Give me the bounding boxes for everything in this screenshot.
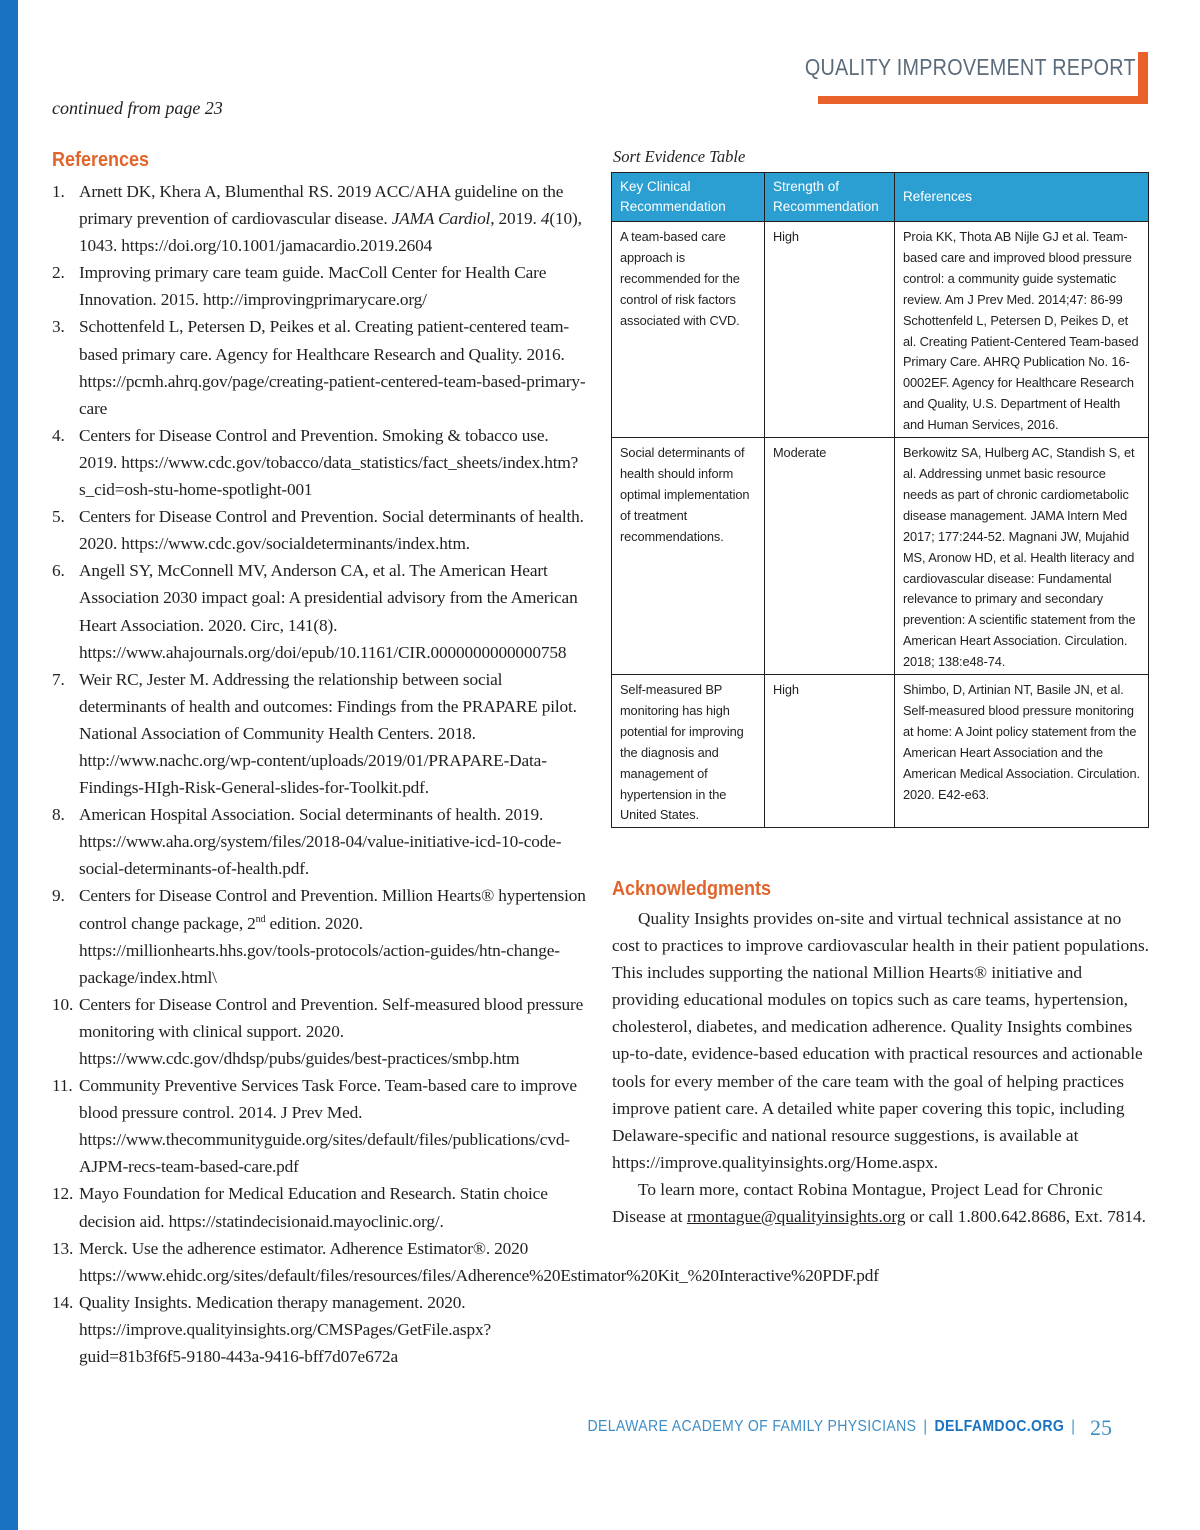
footer-divider: | [923,1418,928,1435]
footer-divider: | [1070,1418,1075,1435]
reference-item: 13. Merck. Use the adherence estimator. Adherence Estimator®. 2020 https://www.ehidc.org/sites/default/files/resources/files/Adherence%20Estimator%20Kit_%20Interactive%20PDF.pdf [52,1235,588,1289]
reference-link[interactable]: Weir RC, Jester M. Addressing the relationship between social determinants of health and outcomes: Findings from the PRAPARE pilot. National Association of Community Health Centers. 2018. http://www.nachc.org/wp-content/uploads/2019/01/PRAPARE-Data-Findings-HIgh-Risk-General-slides-for-Toolkit.pdf. [79,669,577,798]
reference-item: 3. Schottenfeld L, Petersen D, Peikes et al. Creating patient-centered team-based primary care. Agency for Healthcare Research and Quality. 2016. https://pcmh.ahrq.gov/page/creating-patient-centered-team-based-primary-care [52,313,588,421]
reference-item: 6. Angell SY, McConnell MV, Anderson CA, et al. The American Heart Association 2030 impact goal: A presidential advisory from the American Heart Association. 2020. Circ, 141(8). https://www.ahajournals.org/doi/epub/10.1161/CIR.0000000000000758 [52,557,588,665]
reference-item: 5. Centers for Disease Control and Prevention. Social determinants of health. 2020. https://www.cdc.gov/socialdeterminants/index.htm. [52,503,588,557]
reference-link[interactable]: Improving primary care team guide. MacColl Center for Health Care Innovation. 2015. http://improvingprimarycare.org/ [79,263,547,310]
references-cell: Berkowitz SA, Hulberg AC, Standish S, et al. Addressing unmet basic resource needs as part of chronic cardiometabolic disease management. JAMA Intern Med 2017; 177:244-52. Magnani JW, Mujahid MS, Aronow HD, et al. Health literacy and cardiovascular disease: Fundamental relevance to primary and secondary prevention: A scientific statement from the American Heart Association. Circulation. 2018; 138:e48-74. [895,438,1149,675]
reference-link[interactable]: Centers for Disease Control and Prevention. Million Hearts® hypertension control change package, 2nd edition. 2020. https://millionhearts.hhs.gov/tools-protocols/action-guides/htn-change-package/index.html\ [79,886,586,987]
reference-item: 1. Arnett DK, Khera A, Blumenthal RS. 2019 ACC/AHA guideline on the primary prevention of cardiovascular disease. JAMA Cardiol, 2019. 4(10), 1043. https://doi.org/10.1001/jamacardio.2019.2604 [52,182,582,256]
table-row [612,675,1149,828]
table-row [612,222,1149,438]
recommendation-cell: Social determinants of health should inform optimal implementation of treatment recommendations. [612,438,765,675]
footer [587,1418,1082,1436]
recommendation-cell: Self-measured BP monitoring has high potential for improving the diagnosis and management of hypertension in the United States. [612,675,765,828]
reference-item: 14. Quality Insights. Medication therapy management. 2020. https://improve.qualityinsights.org/CMSPages/GetFile.aspx?guid=81b3f6f5-9180-443a-9416-bff7d07e672a [52,1289,588,1370]
continued-note: continued from page 23 [52,98,223,118]
footer-site-link[interactable]: DELFAMDOC.ORG [934,1418,1064,1435]
report-title: QUALITY IMPROVEMENT REPORT [805,54,1136,80]
reference-item: 2. Improving primary care team guide. MacColl Center for Health Care Innovation. 2015. http://improvingprimarycare.org/ [52,259,588,313]
column-header-references: References [895,173,1149,222]
footer-org: DELAWARE ACADEMY OF FAMILY PHYSICIANS [587,1418,917,1435]
reference-item: 7. Weir RC, Jester M. Addressing the relationship between social determinants of health and outcomes: Findings from the PRAPARE pilot. National Association of Community Health Centers. 2018. http://www.nachc.org/wp-content/uploads/2019/01/PRAPARE-Data-Findings-HIgh-Risk-General-slides-for-Toolkit.pdf. [52,666,588,801]
reference-link[interactable]: Community Preventive Services Task Force. Team-based care to improve blood pressure control. 2014. J Prev Med. https://www.thecommunityguide.org/sites/default/files/publications/cvd-AJPM-recs-team-based-care.pdf [79,1076,577,1177]
acknowledgments-heading: Acknowledgments [612,878,772,900]
reference-item: 8. American Hospital Association. Social determinants of health. 2019. https://www.aha.org/system/files/2018-04/value-initiative-icd-10-code-social-determinants-of-health.pdf. [52,801,588,882]
reference-link[interactable]: Schottenfeld L, Petersen D, Peikes et al. Creating patient-centered team-based primary care. Agency for Healthcare Research and Quality. 2016. https://pcmh.ahrq.gov/page/creating-patient-centered-team-based-primary-care [79,317,586,418]
recommendation-cell: A team-based care approach is recommended for the control of risk factors associated with CVD. [612,222,765,438]
references-cell: Shimbo, D, Artinian NT, Basile JN, et al. Self-measured blood pressure monitoring at home: A Joint policy statement from the American Heart Association and the American Medical Association. Circulation. 2020. E42-e63. [895,675,1149,828]
reference-item: 12. Mayo Foundation for Medical Education and Research. Statin choice decision aid. https://statindecisionaid.mayoclinic.org/. [52,1180,588,1234]
references-heading: References [52,149,150,171]
reference-link[interactable]: Centers for Disease Control and Prevention. Smoking & tobacco use. 2019. https://www.cdc.gov/tobacco/data_statistics/fact_sheets/index.htm?s_cid=osh-stu-home-spotlight-001 [79,425,579,500]
email-link[interactable]: rmontague@qualityinsights.org [686,1207,906,1227]
reference-item: 4. Centers for Disease Control and Prevention. Smoking & tobacco use. 2019. https://www.cdc.gov/tobacco/data_statistics/fact_sheets/index.htm?s_cid=osh-stu-home-spotlight-001 [52,422,588,503]
table-header-row [612,173,1149,222]
reference-item: 9. Centers for Disease Control and Prevention. Million Hearts® hypertension control change package, 2nd edition. 2020. https://millionhearts.hhs.gov/tools-protocols/action-guides/htn-change-package/index.html\ [52,882,588,990]
header-accent-rule [818,96,1148,104]
strength-cell: High [765,222,895,438]
journal-title: JAMA Cardiol [391,209,491,229]
reference-link[interactable]: Centers for Disease Control and Prevention. Self-measured blood pressure monitoring with clinical support. 2020. https://www.cdc.gov/dhdsp/pubs/guides/best-practices/smbp.htm [79,994,584,1068]
table-caption: Sort Evidence Table [613,147,746,166]
reference-link[interactable]: Merck. Use the adherence estimator. Adherence Estimator®. 2020 https://www.ehidc.org/sites/default/files/resources/files/Adherence%20Estimator%20Kit_%20Interactive%20PDF.pdf [79,1238,879,1285]
reference-item: 11. Community Preventive Services Task Force. Team-based care to improve blood pressure control. 2014. J Prev Med. https://www.thecommunityguide.org/sites/default/files/publications/cvd-AJPM-recs-team-based-care.pdf [52,1072,588,1180]
reference-item: 10. Centers for Disease Control and Prevention. Self-measured blood pressure monitoring with clinical support. 2020. https://www.cdc.gov/dhdsp/pubs/guides/best-practices/smbp.htm [52,991,588,1072]
strength-cell: High [765,675,895,828]
acknowledgments-body [612,905,1152,1230]
strength-cell: Moderate [765,438,895,675]
acknowledgments-paragraph: Quality Insights provides on-site and virtual technical assistance at no cost to practices to improve cardiovascular health in their patient populations. This includes supporting the national Million Hearts® initiative and providing educational modules on topics such as care teams, hypertension, cholesterol, diabetes, and medication adherence. Quality Insights combines up-to-date, evidence-based education with practical resources and actionable tools for every member of the care team with the goal of helping practices improve patient care. A detailed white paper covering this topic, including Delaware-specific and national resource suggestions, is available at https://improve.qualityinsights.org/Home.aspx. [612,909,1149,1172]
sort-evidence-table [611,172,1149,828]
left-accent-bar [0,0,18,1530]
page-number: 25 [1090,1415,1112,1440]
column-header-recommendation: Key Clinical Recommendation [612,173,765,222]
reference-link[interactable]: American Hospital Association. Social determinants of health. 2019. https://www.aha.org/system/files/2018-04/value-initiative-icd-10-code-social-determinants-of-health.pdf. [79,805,562,879]
reference-link[interactable]: Centers for Disease Control and Prevention. Social determinants of health. 2020. https://www.cdc.gov/socialdeterminants/index.htm. [79,507,584,554]
reference-link[interactable]: Angell SY, McConnell MV, Anderson CA, et al. The American Heart Association 2030 impact goal: A presidential advisory from the American Heart Association. 2020. Circ, 141(8). https://www.ahajournals.org/doi/epub/10.1161/CIR.0000000000000758 [79,561,578,662]
reference-link[interactable]: Mayo Foundation for Medical Education and Research. Statin choice decision aid. https://statindecisionaid.mayoclinic.org/. [79,1184,548,1231]
contact-paragraph: To learn more, contact Robina Montague, Project Lead for Chronic Disease at rmontague@qualityinsights.org or call 1.800.642.8686, Ext. 7814. [612,1179,1146,1227]
column-header-strength: Strength of Recommendation [765,173,895,222]
references-cell: Proia KK, Thota AB Nijle GJ et al. Team-based care and improved blood pressure control: a community guide systematic review. Am J Prev Med. 2014;47: 86-99 Schottenfeld L, Petersen D, Peikes D, et al. Creating Patient-Centered Team-based Primary Care. AHRQ Publication No. 16-0002EF. Agency for Healthcare Research and Quality, U.S. Department of Health and Human Services, 2016. [895,222,1149,438]
reference-link[interactable]: Quality Insights. Medication therapy management. 2020. https://improve.qualityinsights.org/CMSPages/GetFile.aspx?guid=81b3f6f5-9180-443a-9416-bff7d07e672a [79,1292,491,1367]
table-row [612,438,1149,675]
